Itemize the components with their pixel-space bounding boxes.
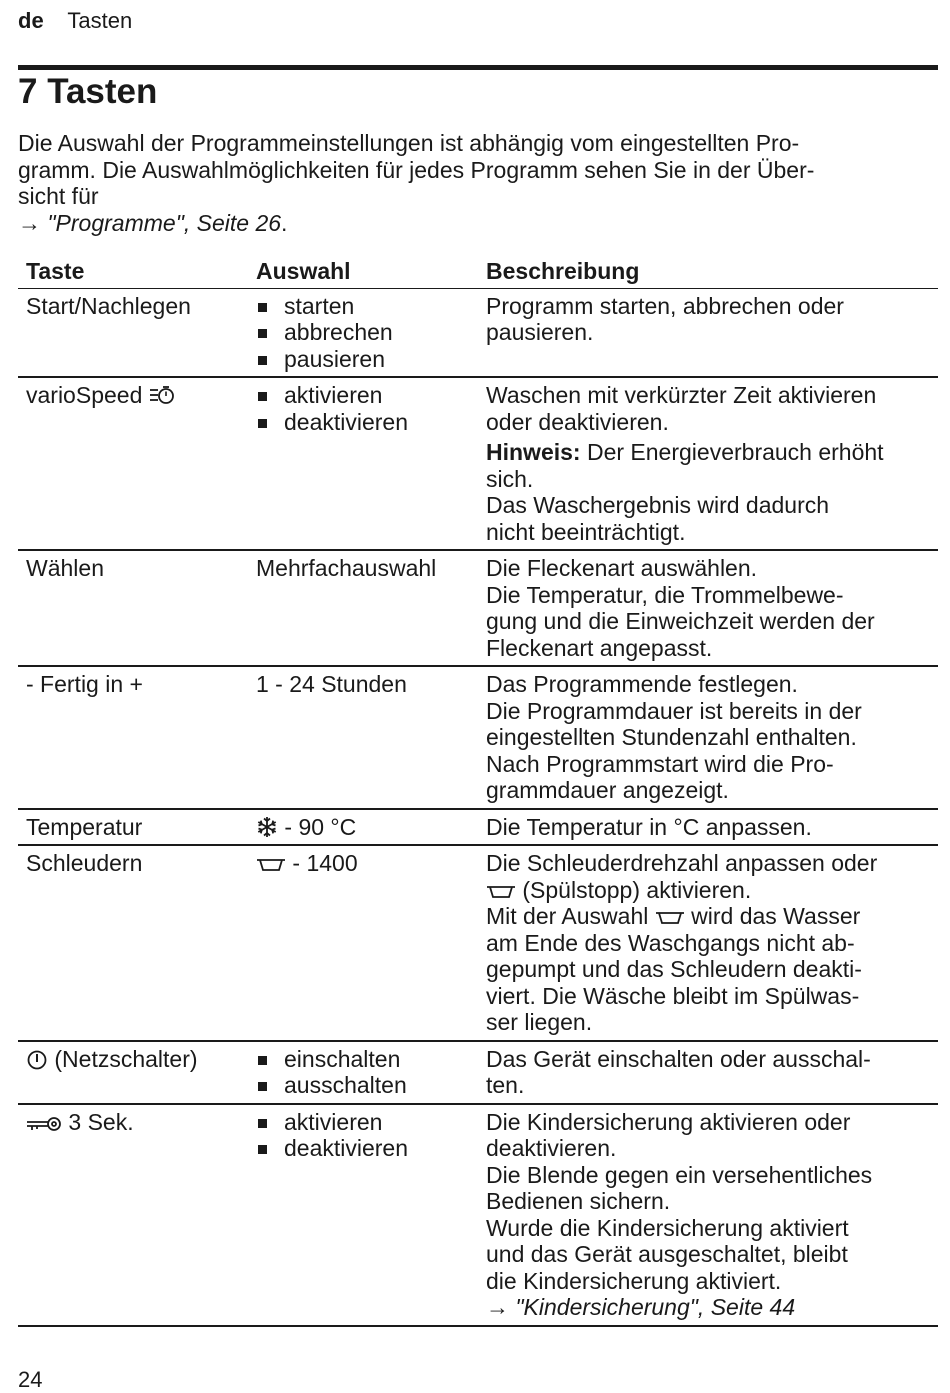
desc-line: deaktivieren. — [486, 1135, 617, 1161]
key-cell — [18, 1041, 248, 1104]
key-cell: Wählen — [18, 550, 248, 666]
options-cell — [248, 377, 478, 550]
desc-line: Das Gerät einschalten oder ausschal- — [486, 1045, 871, 1072]
option-list — [256, 382, 470, 435]
desc-line: Programm starten, abbrechen oder — [486, 292, 844, 319]
desc-line: Die Programmdauer ist bereits in der — [486, 697, 862, 724]
option-item: aktivieren — [256, 1109, 470, 1136]
description-cell — [478, 1041, 938, 1104]
intro-line: sicht für — [18, 183, 99, 209]
desc-line: Nach Programmstart wird die Pro- — [486, 750, 834, 777]
description-cell — [478, 1104, 938, 1326]
desc-line: die Kindersicherung aktiviert. — [486, 1267, 782, 1294]
intro-line: Die Auswahl der Programmeinstellungen ist abhängig vom eingestellten Pro- — [18, 130, 800, 156]
options-cell: 1 - 24 Stunden — [248, 666, 478, 809]
desc-line: oder deaktivieren. — [486, 408, 669, 435]
key-cell: Temperatur — [18, 809, 248, 846]
key-cell: Start/Nachlegen — [18, 288, 248, 377]
desc-line: Das Waschergebnis wird dadurch — [486, 492, 830, 518]
table-header-row — [18, 255, 938, 288]
key-label: varioSpeed — [26, 382, 143, 408]
desc-line: wird das Wasser — [684, 903, 861, 929]
option-value: - 90 °C — [284, 813, 357, 840]
key-icon — [26, 1115, 62, 1133]
table-row — [18, 666, 938, 809]
desc-line: Fleckenart angepasst. — [486, 634, 713, 661]
desc-line: am Ende des Waschgangs nicht ab- — [486, 929, 855, 956]
option-item: ausschalten — [256, 1072, 470, 1099]
desc-line: Das Programmende festlegen. — [486, 671, 798, 697]
option-item: starten — [256, 293, 470, 320]
child-lock-link[interactable]: → "Kindersicherung", Seite 44 — [486, 1294, 796, 1320]
key-label: 3 Sek. — [68, 1108, 134, 1135]
key-cell — [18, 377, 248, 550]
intro-suffix: . — [281, 209, 288, 236]
key-cell: - Fertig in + — [18, 666, 248, 809]
table-row — [18, 1041, 938, 1104]
page-title: 7 Tasten — [18, 72, 158, 111]
table-row — [18, 845, 938, 1041]
note-label: Hinweis: — [486, 439, 581, 465]
desc-line: Mit der Auswahl — [486, 903, 655, 929]
desc-line: pausieren. — [486, 319, 594, 345]
desc-line: Wurde die Kindersicherung aktiviert — [486, 1214, 849, 1241]
desc-line: (Spülstopp) aktivieren. — [516, 876, 752, 903]
rinse-hold-icon — [256, 856, 286, 874]
intro-line: gramm. Die Auswahlmöglichkeiten für jedes Programm sehen Sie in der Über- — [18, 156, 815, 183]
desc-line: Die Temperatur in °C anpassen. — [486, 813, 812, 840]
desc-line: Die Schleuderdrehzahl anpassen oder — [486, 850, 878, 876]
desc-line: Der Energieverbrauch erhöht — [586, 439, 884, 465]
desc-line: Die Fleckenart auswählen. — [486, 555, 758, 581]
table-row — [18, 809, 938, 846]
section-name: Tasten — [67, 8, 133, 33]
column-header-taste: Taste — [18, 255, 248, 288]
desc-line: grammdauer angezeigt. — [486, 777, 729, 803]
option-item: aktivieren — [256, 382, 470, 409]
options-cell — [248, 288, 478, 377]
rinse-hold-icon — [655, 909, 685, 927]
desc-line: nicht beeinträchtigt. — [486, 518, 686, 545]
page-header — [18, 8, 132, 34]
option-item: abbrechen — [256, 319, 470, 346]
column-header-auswahl: Auswahl — [248, 255, 478, 288]
desc-line: Waschen mit verkürzter Zeit aktivieren — [486, 382, 877, 408]
description-cell — [478, 845, 938, 1041]
desc-line: ten. — [486, 1072, 525, 1098]
option-item: einschalten — [256, 1046, 470, 1073]
table-row — [18, 288, 938, 377]
desc-line: gung und die Einweichzeit werden der — [486, 608, 875, 634]
desc-line: ser liegen. — [486, 1009, 593, 1035]
description-cell — [478, 809, 938, 846]
desc-line: sich. — [486, 465, 534, 492]
desc-line: Bedienen sichern. — [486, 1188, 671, 1214]
desc-line: Die Kindersicherung aktivieren oder — [486, 1108, 851, 1135]
table-row — [18, 1104, 938, 1326]
programme-link[interactable]: → "Programme", Seite 26 — [18, 209, 282, 236]
description-cell — [478, 550, 938, 666]
keys-table — [18, 255, 938, 1327]
option-item: deaktivieren — [256, 1135, 470, 1162]
option-item: deaktivieren — [256, 409, 470, 436]
description-cell — [478, 288, 938, 377]
rinse-hold-icon — [486, 883, 516, 901]
description-cell — [478, 666, 938, 809]
desc-line: Die Blende gegen ein versehentliches — [486, 1161, 873, 1188]
vario-speed-icon — [149, 384, 175, 406]
desc-line: eingestellten Stundenzahl enthalten. — [486, 724, 857, 750]
language-tag: de — [18, 8, 44, 33]
desc-line: und das Gerät ausgeschaltet, bleibt — [486, 1241, 848, 1267]
option-list — [256, 1046, 470, 1099]
power-icon — [26, 1048, 48, 1070]
table-row — [18, 377, 938, 550]
option-list — [256, 1109, 470, 1162]
options-cell — [248, 1041, 478, 1104]
options-cell — [248, 809, 478, 846]
intro-paragraph — [18, 130, 933, 236]
option-value: - 1400 — [292, 850, 358, 876]
snowflake-icon — [256, 816, 278, 838]
key-cell: Schleudern — [18, 845, 248, 1041]
key-label: (Netzschalter) — [54, 1045, 198, 1072]
header-rule — [18, 65, 938, 70]
option-list — [256, 293, 470, 373]
options-cell — [248, 1104, 478, 1326]
description-cell — [478, 377, 938, 550]
options-cell: Mehrfachauswahl — [248, 550, 478, 666]
desc-line: Die Temperatur, die Trommelbewe- — [486, 581, 844, 608]
options-cell — [248, 845, 478, 1041]
key-cell — [18, 1104, 248, 1326]
column-header-beschreibung: Beschreibung — [478, 255, 938, 288]
page-number: 24 — [18, 1367, 43, 1392]
option-item: pausieren — [256, 346, 470, 373]
desc-line: viert. Die Wäsche bleibt im Spülwas- — [486, 982, 860, 1009]
desc-line: gepumpt und das Schleudern deakti- — [486, 956, 862, 982]
table-row — [18, 550, 938, 666]
